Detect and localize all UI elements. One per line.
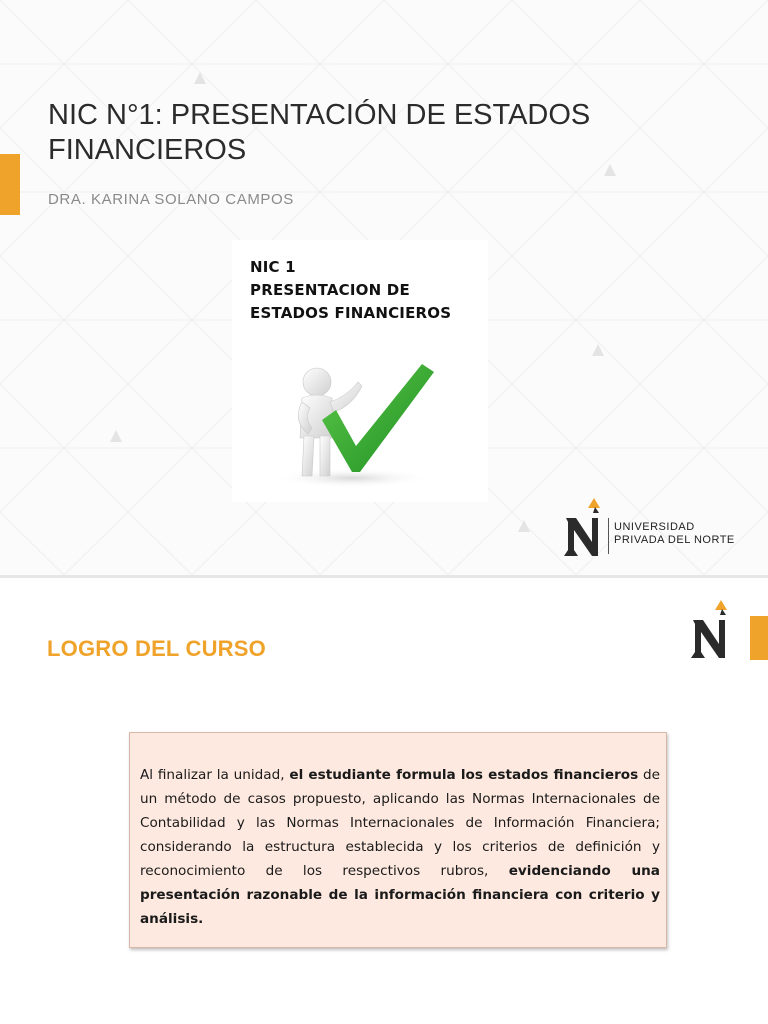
course-goal-box	[129, 732, 667, 948]
upn-logo-icon	[562, 498, 608, 558]
university-logo	[562, 498, 762, 558]
goal-text-emphasis: el estudiante formula los estados financieros	[289, 767, 639, 783]
goal-text-part: de un método de casos propuesto, aplicando las Normas Internacionales de Contabilidad y las Normas Internacionales de Información Financiera; considerando la estructura establecida y los criterios de definición y reconocimiento de los respectivos rubros,	[140, 767, 660, 879]
caption-line: PRESENTACION DE	[250, 281, 410, 299]
illustration-caption	[250, 256, 451, 325]
nic1-illustration	[232, 240, 488, 502]
author-name: DRA. KARINA SOLANO CAMPOS	[48, 191, 294, 208]
accent-bar	[750, 616, 768, 660]
goal-text-part: Al finalizar la unidad,	[140, 767, 290, 783]
goal-text-emphasis: evidenciando una presentación razonable de la información financiera con criterio y análisis.	[140, 863, 660, 927]
section-heading: LOGRO DEL CURSO	[47, 636, 266, 661]
course-goal-text	[140, 763, 660, 931]
person-with-checkmark-icon	[272, 350, 462, 490]
course-goal-slide	[0, 578, 768, 1024]
caption-line: ESTADOS FINANCIEROS	[250, 304, 452, 322]
accent-bar	[0, 154, 20, 215]
logo-line: UNIVERSIDAD	[614, 521, 695, 533]
logo-line: PRIVADA DEL NORTE	[614, 534, 735, 546]
logo-text	[614, 521, 735, 547]
upn-logo-icon	[690, 600, 734, 660]
page-title: NIC N°1: PRESENTACIÓN DE ESTADOS FINANCIEROS	[48, 99, 591, 166]
caption-line: NIC 1	[250, 258, 296, 276]
